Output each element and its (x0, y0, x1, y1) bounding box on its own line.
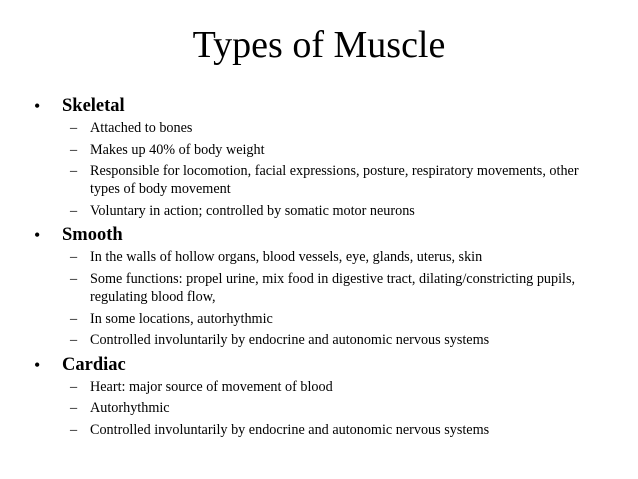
sub-list (34, 378, 604, 439)
dash-icon: – (70, 310, 78, 327)
dash-icon: – (70, 202, 78, 219)
list-item (34, 141, 604, 159)
section-heading (34, 94, 604, 118)
section-heading-text: Smooth (62, 225, 123, 246)
section-cardiac (34, 353, 604, 439)
list-item-text: Heart: major source of movement of blood (90, 378, 333, 395)
list-item-text: In some locations, autorhythmic (90, 310, 273, 327)
dash-icon: – (70, 421, 78, 438)
bullet-icon: • (34, 96, 41, 116)
sub-list (34, 248, 604, 349)
section-skeletal (34, 94, 604, 220)
dash-icon: – (70, 141, 78, 158)
slide-content (34, 94, 604, 443)
list-item-text: In the walls of hollow organs, blood vessels, eye, glands, uterus, skin (90, 249, 483, 266)
list-item (34, 162, 604, 198)
bullet-icon: • (34, 225, 41, 246)
list-item-text: Controlled involuntarily by endocrine and autonomic nervous systems (90, 332, 490, 349)
dash-icon: – (70, 249, 78, 266)
list-item-text: Responsible for locomotion, facial expressions, posture, respiratory movements, other types of body movement (90, 163, 579, 198)
list-item (34, 202, 604, 220)
list-item (34, 421, 604, 439)
list-item (34, 331, 604, 349)
dash-icon: – (70, 270, 78, 287)
list-item-text: Some functions: propel urine, mix food in digestive tract, dilating/constricting pupils, regulating blood flow, (90, 270, 576, 305)
dash-icon: – (70, 400, 78, 417)
section-smooth (34, 223, 604, 349)
section-heading-text: Cardiac (62, 354, 126, 375)
sub-list (34, 119, 604, 220)
section-heading (34, 353, 604, 377)
list-item (34, 270, 604, 306)
dash-icon: – (70, 163, 78, 180)
dash-icon: – (70, 332, 78, 349)
dash-icon: – (70, 378, 78, 395)
section-heading-text: Skeletal (62, 96, 125, 116)
list-item (34, 378, 604, 396)
dash-icon: – (70, 120, 78, 136)
slide-title: Types of Muscle (192, 24, 446, 66)
list-item-text: Attached to bones (90, 120, 193, 136)
list-item (34, 399, 604, 417)
list-item (34, 310, 604, 328)
list-item-text: Makes up 40% of body weight (90, 141, 265, 158)
list-item-text: Autorhythmic (90, 400, 170, 417)
list-item-text: Controlled involuntarily by endocrine and autonomic nervous systems (90, 421, 490, 438)
list-item-text: Voluntary in action; controlled by somatic motor neurons (90, 202, 415, 219)
list-item (34, 248, 604, 266)
bullet-icon: • (34, 354, 41, 375)
section-heading (34, 223, 604, 247)
list-item (34, 119, 604, 137)
